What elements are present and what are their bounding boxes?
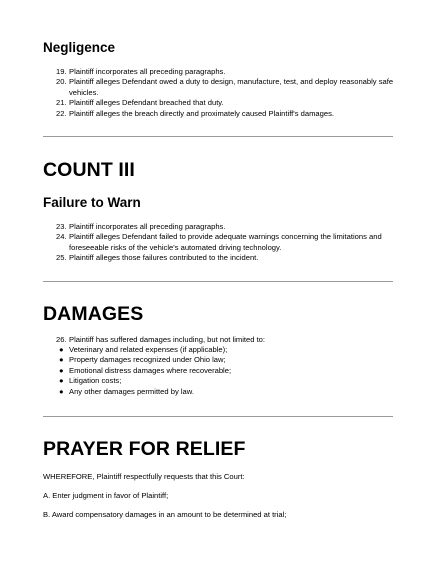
- bullet-icon: ●: [59, 365, 64, 375]
- section-divider: [43, 416, 393, 417]
- negligence-heading: Negligence: [43, 40, 116, 55]
- negligence-list: [43, 67, 395, 119]
- list-item: [43, 387, 395, 397]
- prayer-item-a: A. Enter judgment in favor of Plaintiff;: [43, 491, 169, 500]
- bullet-icon: ●: [59, 355, 64, 365]
- list-item: [43, 253, 395, 263]
- list-item: [43, 77, 395, 98]
- list-item: [43, 366, 395, 376]
- item-number: 25.: [56, 253, 67, 263]
- damages-heading: DAMAGES: [43, 303, 144, 325]
- item-text: Plaintiff alleges the breach directly and proximately caused Plaintiff's damages.: [69, 108, 334, 118]
- failure-to-warn-list: [43, 222, 395, 264]
- item-number: 26.: [56, 335, 67, 344]
- item-text: Plaintiff has suffered damages including, but not limited to:: [69, 335, 266, 344]
- bullet-icon: ●: [59, 386, 64, 396]
- list-item: [43, 67, 395, 77]
- list-item: [43, 335, 395, 345]
- list-item: [43, 232, 395, 253]
- list-item: [43, 376, 395, 386]
- item-text: Plaintiff alleges Defendant failed to provide adequate warnings concerning the limitations and foreseeable risks of the vehicle's automated driving technology.: [69, 232, 382, 252]
- prayer-item-b: B. Award compensatory damages in an amount to be determined at trial;: [43, 510, 287, 519]
- failure-to-warn-heading: Failure to Warn: [43, 195, 141, 210]
- item-number: 21.: [56, 98, 67, 108]
- item-text: Any other damages permitted by law.: [69, 386, 194, 396]
- item-text: Property damages recognized under Ohio law;: [69, 355, 226, 365]
- item-number: 24.: [56, 232, 67, 242]
- list-item: [43, 109, 395, 119]
- item-text: Plaintiff incorporates all preceding paragraphs.: [69, 222, 226, 231]
- item-number: 23.: [56, 222, 67, 231]
- item-number: 19.: [56, 67, 67, 76]
- item-number: 20.: [56, 77, 67, 87]
- item-text: Plaintiff alleges those failures contributed to the incident.: [69, 253, 259, 263]
- item-text: Litigation costs;: [69, 376, 122, 386]
- list-item: [43, 355, 395, 365]
- damages-bullet-list: [43, 345, 395, 397]
- item-text: Emotional distress damages where recoverable;: [69, 365, 232, 375]
- count-iii-heading: COUNT III: [43, 159, 135, 181]
- item-text: Plaintiff incorporates all preceding paragraphs.: [69, 67, 226, 76]
- bullet-icon: ●: [59, 376, 64, 386]
- item-text: Plaintiff alleges Defendant owed a duty to design, manufacture, test, and deploy reasonably safe vehicles.: [69, 77, 394, 97]
- bullet-icon: ●: [59, 345, 64, 354]
- item-text: Veterinary and related expenses (if applicable);: [69, 345, 228, 354]
- list-item: [43, 345, 395, 355]
- damages-list: [43, 335, 395, 345]
- prayer-heading: PRAYER FOR RELIEF: [43, 438, 246, 460]
- list-item: [43, 222, 395, 232]
- section-divider: [43, 136, 393, 137]
- section-divider: [43, 281, 393, 282]
- prayer-intro: WHEREFORE, Plaintiff respectfully requests that this Court:: [43, 472, 245, 481]
- item-text: Plaintiff alleges Defendant breached that duty.: [69, 98, 224, 108]
- list-item: [43, 98, 395, 108]
- item-number: 22.: [56, 108, 67, 118]
